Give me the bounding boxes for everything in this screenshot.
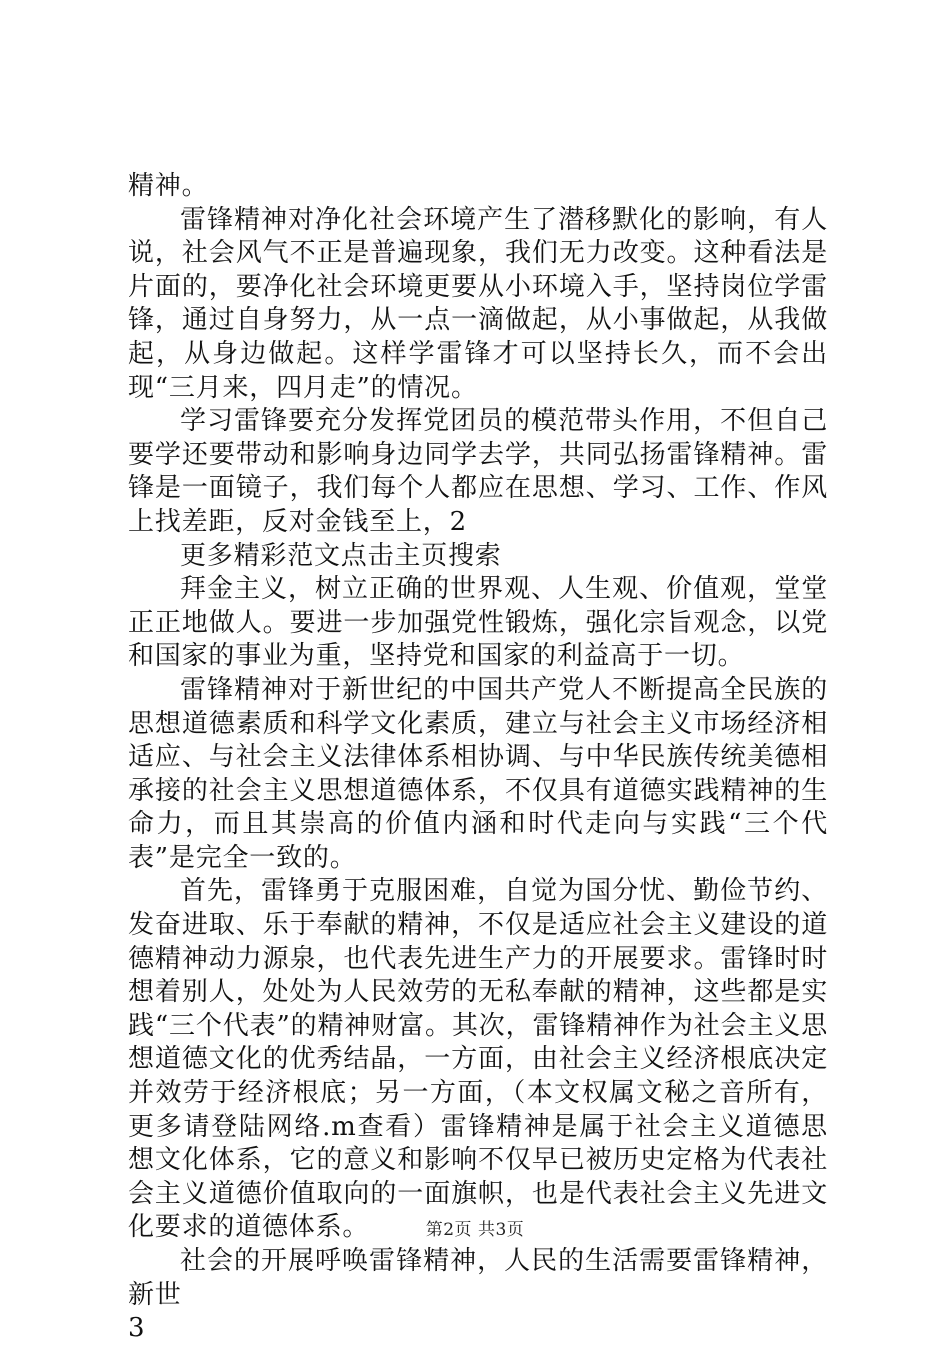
paragraph-continuation: 精神。 xyxy=(128,171,209,201)
paragraph: 雷锋精神对净化社会环境产生了潜移默化的影响，有人说，社会风气不正是普遍现象，我们无力改变。这种看法是片面的，要净化社会环境更要从小环境入手，坚持岗位学雷锋，通过自身努力，从一点一滴做起，从小事做起，从我做起，从身边做起。这样学雷锋才可以坚持长久，而不会出现“三月来，四月走”的情况。 xyxy=(128,204,828,403)
promo-line: 更多精彩范文点击主页搜索 xyxy=(180,540,502,571)
document-body xyxy=(128,170,828,1346)
paragraph: 学习雷锋要充分发挥党团员的模范带头作用，不但自己要学还要带动和影响身边同学去学，共同弘扬雷锋精神。雷锋是一面镜子，我们每个人都应在思想、学习、工作、作风上找差距，反对金钱至上，2 xyxy=(128,406,828,537)
paragraph: 首先，雷锋勇于克服困难，自觉为国分忧、勤俭节约、发奋进取、乐于奉献的精神，不仅是适应社会主义建设的道德精神动力源泉，也代表先进生产力的开展要求。雷锋时时想着别人，处处为人民效劳的无私奉献的精神，这些都是实践“三个代表”的精神财富。其次，雷锋精神作为社会主义思想道德文化的优秀结晶，一方面，由社会主义经济根底决定并效劳于经济根底；另一方面，（本文权属文秘之音所有，更多请登陆网络.m查看）雷锋精神是属于社会主义道德思想文化体系，它的意义和影响不仅早已被历史定格为代表社会主义道德价值取向的一面旗帜，也是代表社会主义先进文化要求的道德体系。 xyxy=(128,876,828,1243)
paragraph: 雷锋精神对于新世纪的中国共产党人不断提高全民族的思想道德素质和科学文化素质，建立与社会主义市场经济相适应、与社会主义法律体系相协调、与中华民族传统美德相承接的社会主义思想道德体系，不仅具有道德实践精神的生命力，而且其崇高的价值内涵和时代走向与实践“三个代表”是完全一致的。 xyxy=(128,674,828,873)
page-footer: 第2页 共3页 xyxy=(425,1220,525,1240)
page-marker: 3 xyxy=(128,1313,146,1344)
paragraph: 拜金主义，树立正确的世界观、人生观、价值观，堂堂正正地做人。要进一步加强党性锻炼，强化宗旨观念，以党和国家的事业为重，坚持党和国家的利益高于一切。 xyxy=(128,574,828,672)
paragraph: 社会的开展呼唤雷锋精神，人民的生活需要雷锋精神，新世 xyxy=(128,1246,828,1310)
